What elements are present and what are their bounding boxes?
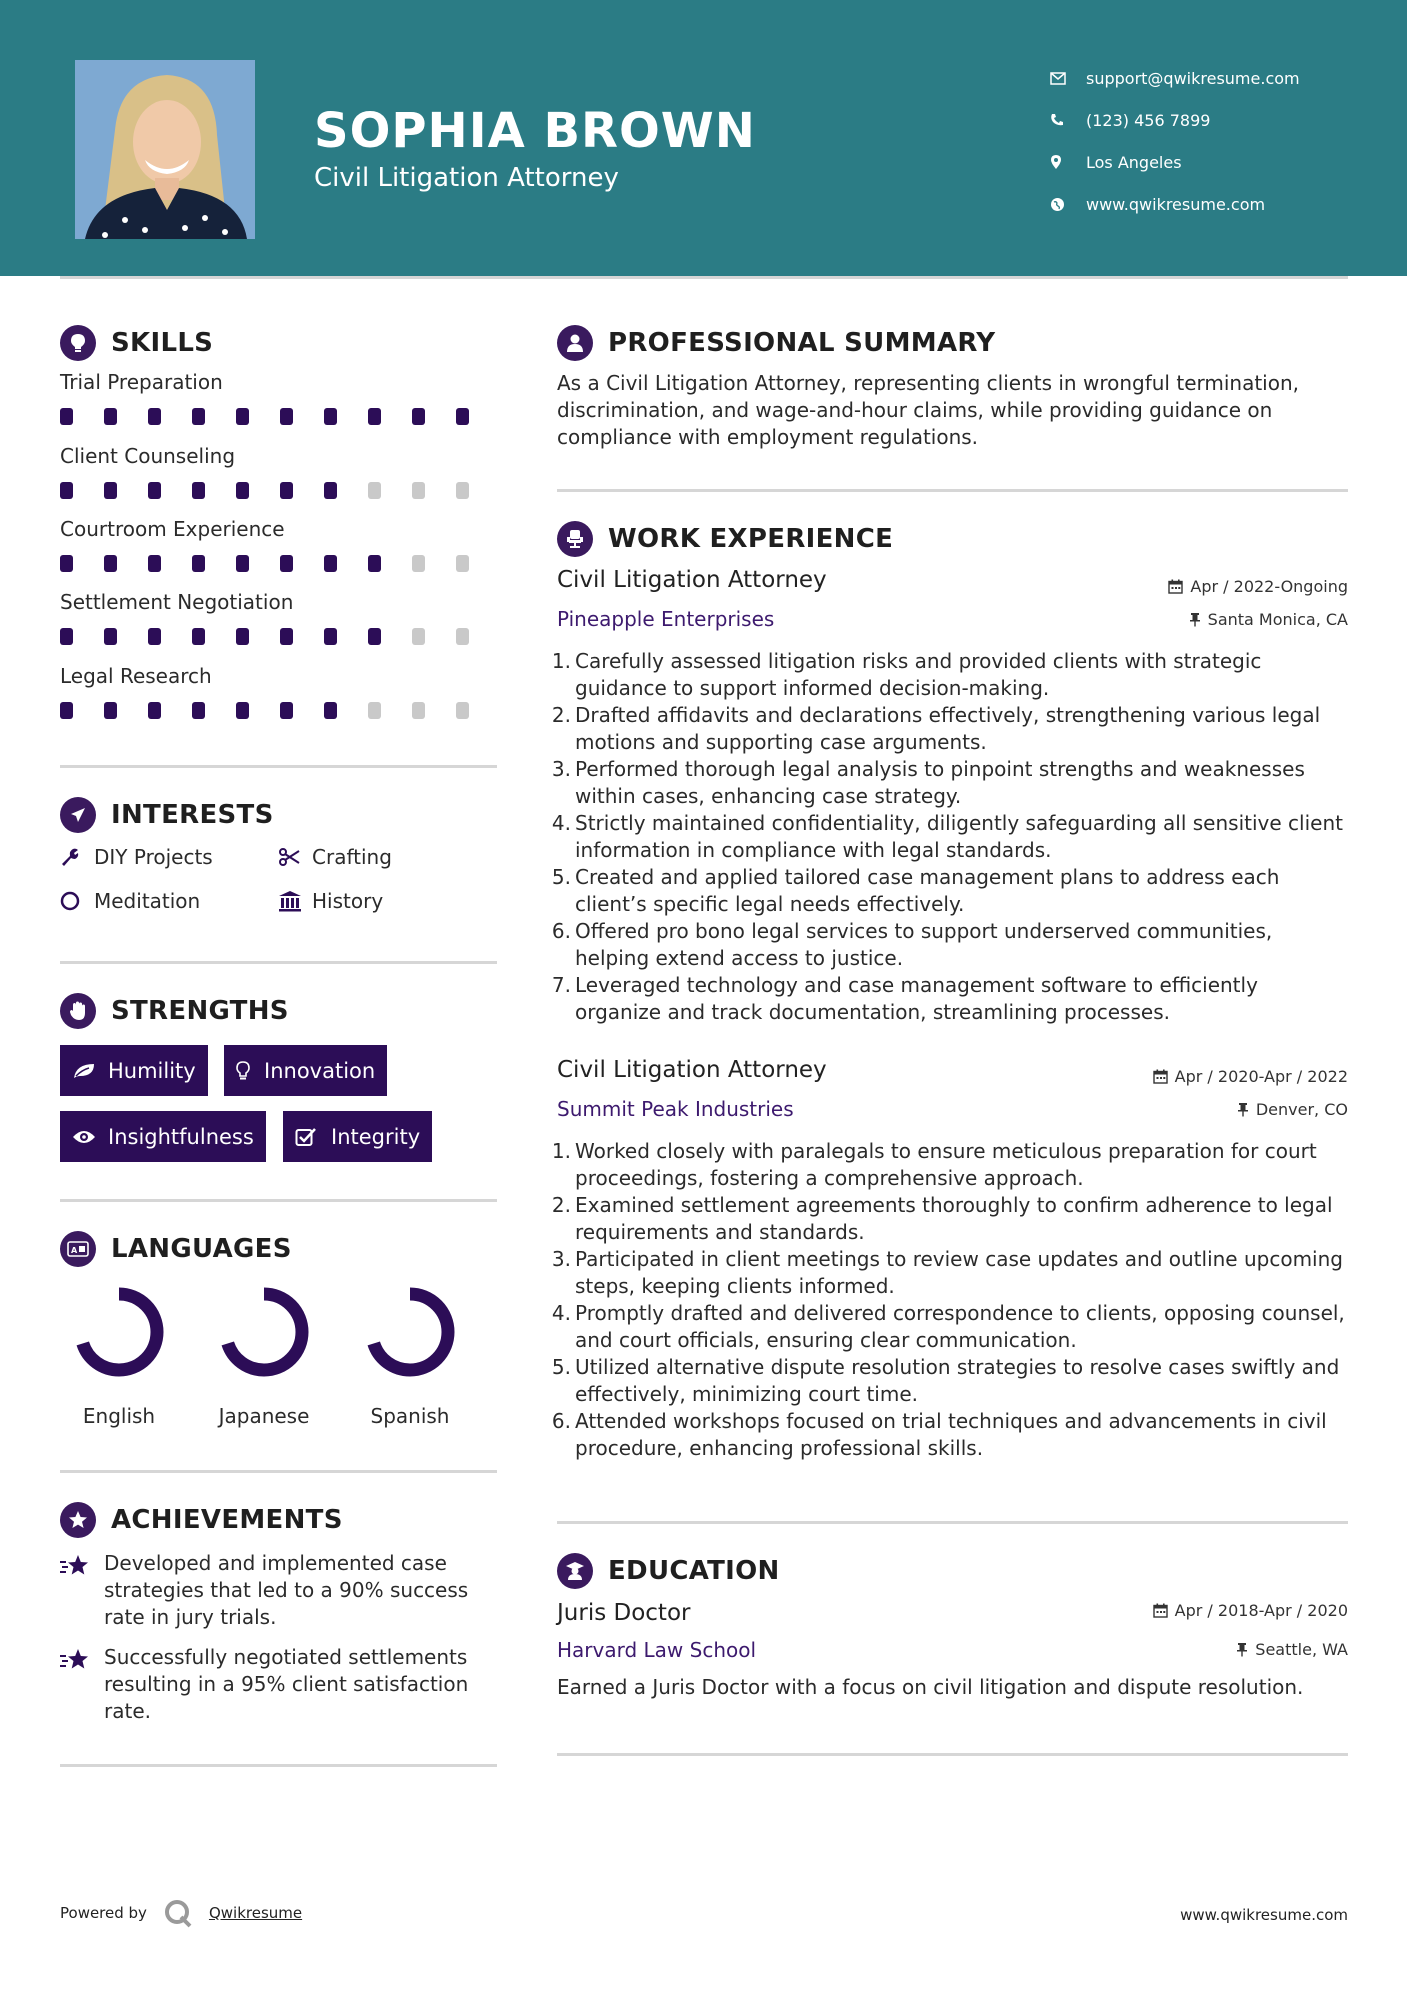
rating-dot	[280, 702, 293, 719]
strength-label: Insightfulness	[108, 1124, 254, 1149]
education-location	[1236, 1640, 1348, 1659]
strength-label: Innovation	[264, 1058, 376, 1083]
section-divider	[557, 489, 1348, 492]
rating-dot	[192, 482, 205, 499]
candidate-name: SOPHIA BROWN	[314, 103, 756, 159]
rating-dot	[60, 408, 73, 425]
section-divider	[557, 1753, 1348, 1756]
interest-label: Meditation	[94, 889, 201, 913]
strength-label: Integrity	[331, 1124, 421, 1149]
bullet-text: Promptly drafted and delivered correspondence to clients, opposing counsel, and court officials, ensuring clear communication.	[575, 1301, 1345, 1352]
user-icon	[557, 325, 593, 361]
language-name: Japanese	[218, 1404, 310, 1428]
education-dates-text: Apr / 2018-Apr / 2020	[1174, 1601, 1348, 1620]
education-location-text: Seattle, WA	[1255, 1640, 1348, 1659]
language-progress-ring	[73, 1286, 165, 1378]
bullet-text: Offered pro bono legal services to support underserved communities, helping extend access to justice.	[575, 919, 1273, 970]
bullet-text: Participated in client meetings to review case updates and outline upcoming steps, keeping clients informed.	[575, 1247, 1343, 1298]
skills-heading	[60, 325, 213, 361]
star-icon	[60, 1550, 104, 1631]
job-dates-text: Apr / 2020-Apr / 2022	[1174, 1067, 1348, 1086]
contact-website[interactable]	[1050, 183, 1370, 225]
rating-dot	[280, 555, 293, 572]
rating-dot	[324, 702, 337, 719]
skill-item	[60, 444, 500, 499]
job-title: Civil Litigation Attorney	[557, 567, 827, 593]
resume-header	[0, 0, 1407, 276]
summary-heading	[557, 325, 995, 361]
skill-item	[60, 664, 500, 719]
bullet-text: Leveraged technology and case management software to efficiently organize and track documentation, streamlining processes.	[575, 973, 1258, 1024]
achievements-heading	[60, 1502, 343, 1538]
interest-label: History	[312, 889, 384, 913]
star-badge-icon	[60, 1502, 96, 1538]
list-item: 4. Strictly maintained confidentiality, diligently safeguarding all sensitive client information in compliance with legal standards.	[548, 810, 1348, 864]
envelope-icon	[1050, 72, 1086, 85]
job-bullets	[548, 1138, 1348, 1462]
section-divider	[60, 1470, 497, 1473]
calendar-icon	[1168, 579, 1183, 594]
rating-dot	[412, 482, 425, 499]
bullet-text: Examined settlement agreements thoroughly to confirm adherence to legal requirements and standards.	[575, 1193, 1333, 1244]
skill-name: Legal Research	[60, 664, 212, 688]
education-title: EDUCATION	[608, 1556, 780, 1586]
profile-photo	[75, 60, 255, 239]
school-name: Harvard Law School	[557, 1638, 757, 1662]
list-item: 5. Created and applied tailored case management plans to address each client’s specific legal needs effectively.	[548, 864, 1348, 918]
interest-item	[60, 845, 213, 869]
paper-plane-icon	[60, 797, 96, 833]
achievement-text: Successfully negotiated settlements resulting in a 95% client satisfaction rate.	[104, 1645, 469, 1723]
circle-icon	[60, 891, 94, 911]
rating-dot	[104, 482, 117, 499]
contact-email-text: support@qwikresume.com	[1086, 68, 1300, 88]
contact-website-text: www.qwikresume.com	[1086, 194, 1266, 214]
interest-item	[278, 889, 383, 913]
interests-title: INTERESTS	[111, 800, 274, 830]
language-item	[199, 1286, 329, 1428]
bullet-text: Attended workshops focused on trial techniques and advancements in civil procedure, enhancing professional skills.	[575, 1409, 1327, 1460]
rating-dot	[412, 555, 425, 572]
pushpin-icon	[1236, 1642, 1248, 1657]
section-divider	[60, 1199, 497, 1202]
header-divider	[60, 276, 1348, 279]
rating-dot	[280, 408, 293, 425]
interest-item	[60, 889, 200, 913]
achievements-title: ACHIEVEMENTS	[111, 1505, 343, 1535]
strength-label: Humility	[108, 1058, 196, 1083]
skill-name: Client Counseling	[60, 444, 236, 468]
rating-dot	[412, 408, 425, 425]
rating-dot	[368, 482, 381, 499]
leaf-icon	[72, 1062, 108, 1080]
list-item: 3. Participated in client meetings to review case updates and outline upcoming steps, keeping clients informed.	[548, 1246, 1348, 1300]
contact-location-text: Los Angeles	[1086, 152, 1182, 172]
section-divider	[60, 1764, 497, 1767]
wrench-icon	[60, 847, 94, 867]
achievement-text: Developed and implemented case strategies that led to a 90% success rate in jury trials.	[104, 1551, 469, 1629]
languages-title: LANGUAGES	[111, 1234, 292, 1264]
list-item: 1. Worked closely with paralegals to ensure meticulous preparation for court proceedings, fostering a comprehensive approach.	[548, 1138, 1348, 1192]
pushpin-icon	[1237, 1102, 1249, 1117]
qwikresume-logo-icon	[163, 1898, 193, 1928]
rating-dot	[236, 628, 249, 645]
bullet-text: Performed thorough legal analysis to pinpoint strengths and weaknesses within cases, enhancing case strategy.	[575, 757, 1305, 808]
rating-dot	[324, 628, 337, 645]
skill-rating	[60, 408, 500, 425]
contact-email[interactable]	[1050, 57, 1370, 99]
job-location-text: Santa Monica, CA	[1207, 610, 1348, 629]
list-item: 1. Carefully assessed litigation risks and provided clients with strategic guidance to support informed decision-making.	[548, 648, 1348, 702]
bullet-text: Carefully assessed litigation risks and provided clients with strategic guidance to support informed decision-making.	[575, 649, 1262, 700]
strength-tag	[224, 1045, 387, 1096]
rating-dot	[104, 555, 117, 572]
contact-phone[interactable]	[1050, 99, 1370, 141]
footer-branding	[60, 1898, 302, 1928]
job-location-text: Denver, CO	[1255, 1100, 1348, 1119]
list-item: 7. Leveraged technology and case management software to efficiently organize and track documentation, streamlining processes.	[548, 972, 1348, 1026]
rating-dot	[60, 702, 73, 719]
rating-dot	[148, 482, 161, 499]
rating-dot	[368, 408, 381, 425]
rating-dot	[368, 628, 381, 645]
section-divider	[60, 961, 497, 964]
rating-dot	[324, 408, 337, 425]
rating-dot	[192, 702, 205, 719]
rating-dot	[280, 628, 293, 645]
interest-item	[278, 845, 392, 869]
rating-dot	[368, 555, 381, 572]
pushpin-icon	[1189, 612, 1201, 627]
rating-dot	[236, 702, 249, 719]
job-location	[1237, 1100, 1348, 1119]
office-chair-icon	[557, 521, 593, 557]
rating-dot	[368, 702, 381, 719]
list-item: 6. Offered pro bono legal services to support underserved communities, helping extend access to justice.	[548, 918, 1348, 972]
skill-item	[60, 590, 500, 645]
rating-dot	[148, 628, 161, 645]
rating-dot	[456, 628, 469, 645]
skill-rating	[60, 555, 500, 572]
list-item: 5. Utilized alternative dispute resolution strategies to resolve cases swiftly and effectively, minimizing court time.	[548, 1354, 1348, 1408]
rating-dot	[60, 482, 73, 499]
job-dates	[1153, 1067, 1348, 1086]
company-name: Summit Peak Industries	[557, 1097, 794, 1121]
job-bullets	[548, 648, 1348, 1026]
skill-rating	[60, 628, 500, 645]
strength-tag	[283, 1111, 432, 1162]
rating-dot	[236, 555, 249, 572]
rating-dot	[456, 482, 469, 499]
rating-dot	[456, 555, 469, 572]
rating-dot	[104, 408, 117, 425]
education-heading	[557, 1553, 780, 1589]
list-item: 2. Drafted affidavits and declarations effectively, strengthening various legal motions and supporting case arguments.	[548, 702, 1348, 756]
skill-name: Trial Preparation	[60, 370, 223, 394]
rating-dot	[456, 408, 469, 425]
language-name: Spanish	[370, 1404, 450, 1428]
language-icon	[60, 1231, 96, 1267]
calendar-icon	[1153, 1603, 1168, 1618]
summary-title: PROFESSIONAL SUMMARY	[608, 328, 996, 358]
contact-phone-text: (123) 456 7899	[1086, 110, 1211, 130]
rating-dot	[280, 482, 293, 499]
rating-dot	[192, 628, 205, 645]
footer-website[interactable]: www.qwikresume.com	[1180, 1906, 1348, 1924]
skill-rating	[60, 702, 500, 719]
rating-dot	[412, 702, 425, 719]
bullet-text: Created and applied tailored case management plans to address each client’s specific legal needs effectively.	[575, 865, 1280, 916]
rating-dot	[148, 408, 161, 425]
rating-dot	[324, 482, 337, 499]
education-description: Earned a Juris Doctor with a focus on civil litigation and dispute resolution.	[557, 1675, 1304, 1699]
skill-rating	[60, 482, 500, 499]
museum-icon	[278, 890, 312, 912]
rating-dot	[104, 628, 117, 645]
bullet-text: Strictly maintained confidentiality, diligently safeguarding all sensitive client information in compliance with legal standards.	[575, 811, 1343, 862]
summary-text: As a Civil Litigation Attorney, representing clients in wrongful termination, discrimination, and wage-and-hour claims, while providing guidance on compliance with employment regulations.	[557, 371, 1300, 449]
language-item	[54, 1286, 184, 1428]
job-dates	[1168, 577, 1348, 596]
language-name: English	[82, 1404, 156, 1428]
svg-text:A: A	[71, 1246, 78, 1255]
list-item: 4. Promptly drafted and delivered correspondence to clients, opposing counsel, and court officials, ensuring clear communication.	[548, 1300, 1348, 1354]
hand-icon	[60, 993, 96, 1029]
bullet-text: Drafted affidavits and declarations effectively, strengthening various legal motions and supporting case arguments.	[575, 703, 1321, 754]
company-name: Pineapple Enterprises	[557, 607, 775, 631]
language-progress-ring	[364, 1286, 456, 1378]
rating-dot	[456, 702, 469, 719]
strength-tag	[60, 1111, 266, 1162]
rating-dot	[236, 482, 249, 499]
skill-item	[60, 370, 500, 425]
interest-label: Crafting	[312, 845, 392, 869]
list-item: 3. Performed thorough legal analysis to pinpoint strengths and weaknesses within cases, enhancing case strategy.	[548, 756, 1348, 810]
achievement-item	[60, 1550, 500, 1631]
interest-label: DIY Projects	[94, 845, 213, 869]
list-item: 6. Attended workshops focused on trial techniques and advancements in civil procedure, enhancing professional skills.	[548, 1408, 1348, 1462]
rating-dot	[60, 628, 73, 645]
contact-list	[1050, 57, 1370, 225]
interests-heading	[60, 797, 274, 833]
rating-dot	[236, 408, 249, 425]
achievement-item	[60, 1644, 500, 1725]
section-divider	[60, 765, 497, 768]
language-progress-ring	[218, 1286, 310, 1378]
skill-item	[60, 517, 500, 572]
phone-icon	[1050, 113, 1086, 127]
map-marker-icon	[1050, 154, 1086, 170]
rating-dot	[148, 555, 161, 572]
powered-by-label: Powered by	[60, 1904, 147, 1922]
globe-icon	[1050, 197, 1086, 212]
lightbulb-icon	[60, 325, 96, 361]
contact-location	[1050, 141, 1370, 183]
eye-icon	[72, 1129, 108, 1145]
strength-tag	[60, 1045, 208, 1096]
rating-dot	[104, 702, 117, 719]
strengths-heading	[60, 993, 289, 1029]
rating-dot	[324, 555, 337, 572]
languages-heading	[60, 1231, 292, 1267]
bullet-text: Utilized alternative dispute resolution strategies to resolve cases swiftly and effectively, minimizing court time.	[575, 1355, 1340, 1406]
section-divider	[557, 1521, 1348, 1524]
language-ring-arc	[226, 1294, 302, 1370]
brand-link[interactable]: Qwikresume	[208, 1904, 303, 1922]
strengths-title: STRENGTHS	[111, 996, 289, 1026]
calendar-icon	[1153, 1069, 1168, 1084]
language-item	[345, 1286, 475, 1428]
rating-dot	[148, 702, 161, 719]
list-item: 2. Examined settlement agreements thoroughly to confirm adherence to legal requirements and standards.	[548, 1192, 1348, 1246]
rating-dot	[60, 555, 73, 572]
bullet-text: Worked closely with paralegals to ensure meticulous preparation for court proceedings, fostering a comprehensive approach.	[575, 1139, 1317, 1190]
skill-name: Courtroom Experience	[60, 517, 285, 541]
experience-heading	[557, 521, 893, 557]
degree-title: Juris Doctor	[557, 1600, 691, 1626]
graduate-icon	[557, 1553, 593, 1589]
job-dates-text: Apr / 2022-Ongoing	[1190, 577, 1348, 596]
language-ring-arc	[372, 1294, 448, 1370]
scissors-icon	[278, 848, 312, 866]
rating-dot	[192, 555, 205, 572]
star-icon	[60, 1644, 104, 1725]
candidate-role: Civil Litigation Attorney	[314, 163, 619, 193]
job-title: Civil Litigation Attorney	[557, 1057, 827, 1083]
skills-title: SKILLS	[111, 328, 214, 358]
education-dates	[1153, 1601, 1348, 1620]
experience-title: WORK EXPERIENCE	[608, 524, 894, 554]
checkbox-icon	[295, 1127, 331, 1147]
skill-name: Settlement Negotiation	[60, 590, 294, 614]
job-location	[1189, 610, 1348, 629]
rating-dot	[412, 628, 425, 645]
rating-dot	[192, 408, 205, 425]
language-ring-arc	[81, 1294, 157, 1370]
lightbulb-icon	[236, 1061, 264, 1081]
